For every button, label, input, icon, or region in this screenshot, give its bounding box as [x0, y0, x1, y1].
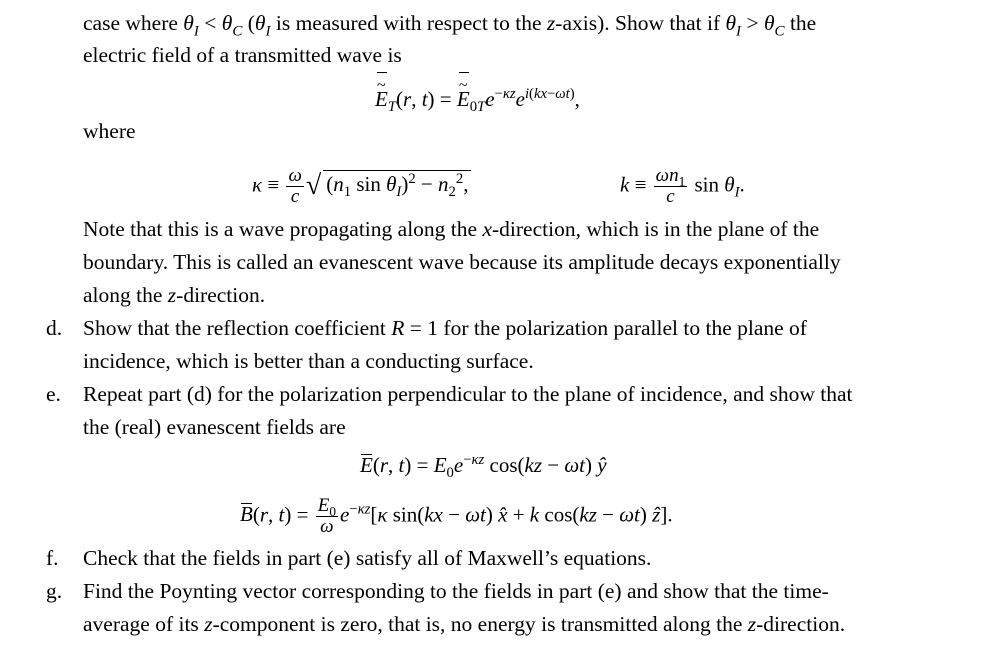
intro-line-1: case where $\theta_I < \theta_C$ ($\theta_I$ is measured with respect to the z-axis). Show that if $\theta_I > \theta_C$ the: [83, 11, 817, 40]
equation-k: k ≡ $\frac{\omega n_1}{c}$ $\sin \theta_I$.: [620, 165, 745, 207]
part-d-line-1: Show that the reflection coefficient R = 1 for the polarization parallel to the plane of: [83, 316, 807, 340]
equation-magnetic-field: B(r, t) = $\frac{E_0}{\omega}$ $e^{-\kappa z}[\kappa$ sin(kx − ωt) x̂ + k cos(kz − ωt) ẑ].: [240, 495, 673, 537]
part-e-line-2: the (real) evanescent fields are: [83, 415, 346, 439]
part-g-line-1: Find the Poynting vector corresponding to the fields in part (e) and show that the time-: [83, 579, 829, 603]
part-f-line-1: Check that the fields in part (e) satisfy all of Maxwell’s equations.: [83, 546, 652, 570]
part-e-line-1: Repeat part (d) for the polarization perpendicular to the plane of incidence, and show that: [83, 382, 853, 406]
part-d-label: d.: [46, 316, 63, 340]
note-line-1: Note that this is a wave propagating along the x-direction, which is in the plane of the: [83, 217, 820, 241]
part-g-label: g.: [46, 579, 63, 603]
note-line-2: boundary. This is called an evanescent wave because its amplitude decays exponentially: [83, 250, 841, 274]
part-e-label: e.: [46, 382, 61, 406]
note-line-3: along the z-direction.: [83, 283, 266, 307]
part-d-line-2: incidence, which is better than a conducting surface.: [83, 349, 534, 373]
where-label: where: [83, 119, 136, 143]
part-g-line-2: average of its z-component is zero, that is, no energy is transmitted along the z-direction.: [83, 612, 846, 636]
equation-kappa: κ ≡ $\frac{\omega}{c}$ √ ($n_1$ $\sin \theta_I)^2 - n_2^2$,: [252, 166, 471, 207]
intro-line-2: electric field of a transmitted wave is: [83, 43, 402, 67]
part-f-label: f.: [46, 546, 59, 570]
equation-electric-field: E(r, $t) = E_0e^{-\kappa z}$ cos(kz − ωt) ŷ: [360, 452, 607, 482]
equation-transmitted-field: ~ $E_T(r$, t) = ~ $E_{0T}e^{-\kappa z}e^{i(kx-\omega t)}$,: [375, 86, 580, 112]
